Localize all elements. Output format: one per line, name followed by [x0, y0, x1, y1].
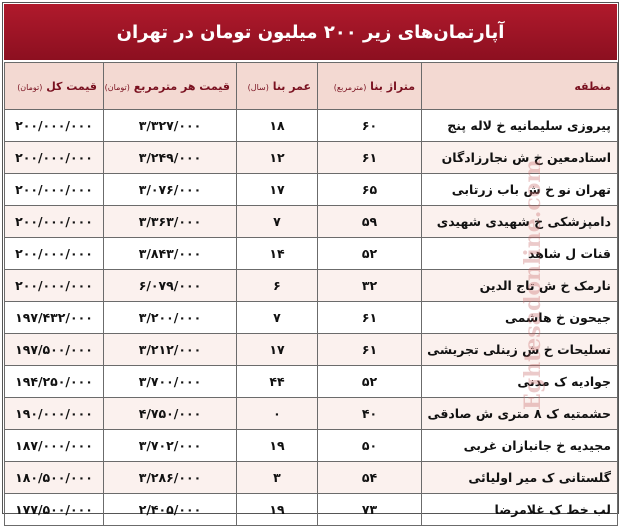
- cell-area: مجیدیه خ جانبازان غربی: [422, 430, 618, 462]
- header-age: عمر بنا (سال): [237, 63, 318, 110]
- header-row: [5, 63, 618, 110]
- cell-total: ۲۰۰/۰۰۰/۰۰۰: [5, 238, 104, 270]
- cell-price-sqm: ۳/۳۶۳/۰۰۰: [104, 206, 237, 238]
- cell-area: قنات ل شاهد: [422, 238, 618, 270]
- apartment-table: [4, 62, 618, 526]
- cell-area: پیروزی سلیمانیه خ لاله پنج: [422, 110, 618, 142]
- cell-price-sqm: ۳/۲۱۲/۰۰۰: [104, 334, 237, 366]
- page-title: آپارتمان‌های زیر ۲۰۰ میلیون تومان در تهران: [4, 4, 617, 60]
- cell-size: ۶۱: [318, 142, 422, 174]
- cell-total: ۲۰۰/۰۰۰/۰۰۰: [5, 174, 104, 206]
- watermark: Eghtesadonline.com: [520, 159, 546, 410]
- cell-total: ۱۷۷/۵۰۰/۰۰۰: [5, 494, 104, 526]
- cell-area: استادمعین خ ش نجارزادگان: [422, 142, 618, 174]
- table-row: [5, 302, 618, 334]
- cell-price-sqm: ۶/۰۷۹/۰۰۰: [104, 270, 237, 302]
- cell-size: ۵۲: [318, 366, 422, 398]
- cell-total: ۲۰۰/۰۰۰/۰۰۰: [5, 110, 104, 142]
- cell-area: جیحون خ هاشمی: [422, 302, 618, 334]
- header-area: منطقه: [422, 63, 618, 110]
- cell-price-sqm: ۳/۲۰۰/۰۰۰: [104, 302, 237, 334]
- cell-total: ۱۹۷/۴۳۲/۰۰۰: [5, 302, 104, 334]
- cell-price-sqm: ۴/۷۵۰/۰۰۰: [104, 398, 237, 430]
- cell-age: ۴۴: [237, 366, 318, 398]
- cell-total: ۲۰۰/۰۰۰/۰۰۰: [5, 142, 104, 174]
- cell-age: ۱۷: [237, 334, 318, 366]
- cell-age: ۰: [237, 398, 318, 430]
- cell-total: ۱۹۰/۰۰۰/۰۰۰: [5, 398, 104, 430]
- cell-total: ۱۸۰/۵۰۰/۰۰۰: [5, 462, 104, 494]
- cell-size: ۵۰: [318, 430, 422, 462]
- table-row: [5, 334, 618, 366]
- cell-price-sqm: ۳/۳۲۷/۰۰۰: [104, 110, 237, 142]
- table-row: [5, 462, 618, 494]
- table-row: [5, 366, 618, 398]
- cell-area: تسلیحات خ ش زینلی تجریشی: [422, 334, 618, 366]
- cell-area: دامپزشکی خ شهیدی شهیدی: [422, 206, 618, 238]
- cell-size: ۶۰: [318, 110, 422, 142]
- table-row: [5, 206, 618, 238]
- table-row: [5, 142, 618, 174]
- table-row: [5, 494, 618, 526]
- cell-size: ۵۴: [318, 462, 422, 494]
- cell-size: ۶۱: [318, 334, 422, 366]
- table-row: [5, 238, 618, 270]
- cell-age: ۱۲: [237, 142, 318, 174]
- cell-area: نارمک خ ش تاج الدین: [422, 270, 618, 302]
- cell-area: حشمتیه ک ۸ متری ش صادقی: [422, 398, 618, 430]
- cell-area: جوادیه ک مدنی: [422, 366, 618, 398]
- cell-price-sqm: ۳/۸۴۳/۰۰۰: [104, 238, 237, 270]
- cell-area: گلستانی ک میر اولیائی: [422, 462, 618, 494]
- header-size: متراژ بنا (مترمربع): [318, 63, 422, 110]
- cell-total: ۲۰۰/۰۰۰/۰۰۰: [5, 270, 104, 302]
- cell-area: لب خط ک غلامرضا: [422, 494, 618, 526]
- cell-price-sqm: ۳/۷۰۲/۰۰۰: [104, 430, 237, 462]
- table-row: [5, 398, 618, 430]
- cell-size: ۵۹: [318, 206, 422, 238]
- table-row: [5, 270, 618, 302]
- cell-size: ۶۱: [318, 302, 422, 334]
- cell-price-sqm: ۳/۰۷۶/۰۰۰: [104, 174, 237, 206]
- cell-age: ۱۴: [237, 238, 318, 270]
- cell-total: ۱۹۴/۲۵۰/۰۰۰: [5, 366, 104, 398]
- cell-age: ۷: [237, 206, 318, 238]
- cell-total: ۱۹۷/۵۰۰/۰۰۰: [5, 334, 104, 366]
- table-row: [5, 110, 618, 142]
- cell-age: ۳: [237, 462, 318, 494]
- table-row: [5, 174, 618, 206]
- cell-size: ۶۵: [318, 174, 422, 206]
- cell-size: ۴۰: [318, 398, 422, 430]
- cell-age: ۱۹: [237, 430, 318, 462]
- cell-age: ۱۸: [237, 110, 318, 142]
- cell-total: ۱۸۷/۰۰۰/۰۰۰: [5, 430, 104, 462]
- table-row: [5, 430, 618, 462]
- cell-total: ۲۰۰/۰۰۰/۰۰۰: [5, 206, 104, 238]
- cell-size: ۵۲: [318, 238, 422, 270]
- cell-size: ۳۲: [318, 270, 422, 302]
- cell-age: ۱۷: [237, 174, 318, 206]
- cell-age: ۶: [237, 270, 318, 302]
- cell-age: ۱۹: [237, 494, 318, 526]
- header-total: قیمت کل (تومان): [5, 63, 104, 110]
- cell-size: ۷۳: [318, 494, 422, 526]
- cell-area: تهران نو خ ش باب زرتابی: [422, 174, 618, 206]
- cell-price-sqm: ۳/۲۴۹/۰۰۰: [104, 142, 237, 174]
- cell-price-sqm: ۳/۷۰۰/۰۰۰: [104, 366, 237, 398]
- cell-price-sqm: ۳/۲۸۶/۰۰۰: [104, 462, 237, 494]
- cell-price-sqm: ۲/۴۰۵/۰۰۰: [104, 494, 237, 526]
- header-price-sqm: قیمت هر مترمربع (تومان): [104, 63, 237, 110]
- cell-age: ۷: [237, 302, 318, 334]
